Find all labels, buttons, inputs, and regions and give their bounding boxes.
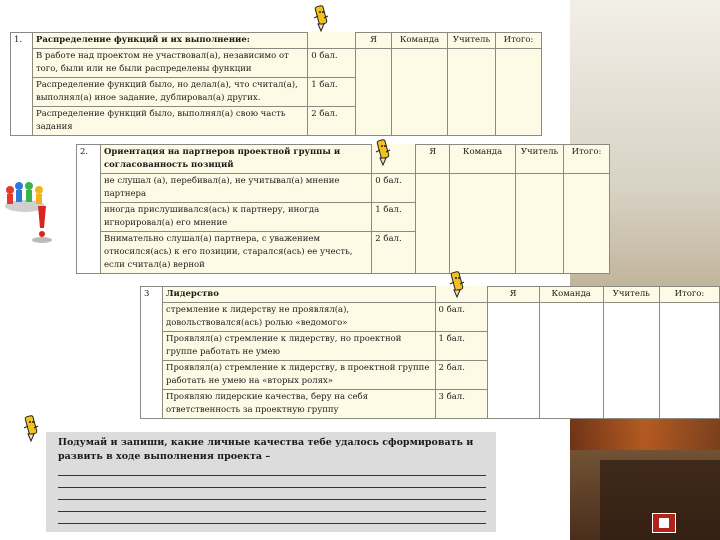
table-row: Распределение функций было, выполнял(а) свою часть задания 2 бал. [11, 107, 542, 136]
row-number: 1. [11, 33, 33, 136]
table-row: Внимательно слушал(а) партнера, с уважением относился(ась) к его позиции, старался(ась) ее учесть, если считал(а) верной 2 бал. [77, 232, 610, 274]
col-team: Команда [450, 145, 516, 174]
exclamation-icon [30, 204, 54, 244]
criterion-title: Лидерство [163, 287, 435, 303]
col-total: Итого: [564, 145, 610, 174]
stop-button[interactable] [652, 513, 676, 533]
col-team: Команда [539, 287, 603, 303]
row-number: 2. [77, 145, 101, 274]
col-teacher: Учитель [603, 287, 659, 303]
table-2 [76, 144, 610, 274]
table-row: Проявлял(а) стремление к лидерству, в проектной группе работать не умею на «вторых ролях» 2 бал. [141, 361, 720, 390]
pencil-character-icon [372, 138, 394, 166]
pencil-character-icon [446, 270, 468, 298]
col-teacher: Учитель [448, 33, 496, 49]
pencil-character-icon [310, 4, 332, 32]
answer-line[interactable] [58, 500, 486, 512]
table-row: Проявляю лидерские качества, беру на себя ответственность за проектную группу 3 бал. [141, 390, 720, 419]
criterion-title: Ориентация на партнеров проектной группы и согласованность позиций [100, 145, 371, 174]
criterion-title: Распределение функций и их выполнение: [32, 33, 307, 49]
reflection-question: Подумай и запиши, какие личные качества тебе удалось сформировать и развить в ходе выполнения проекта – [58, 437, 474, 462]
pencil-character-icon [20, 414, 42, 442]
answer-line[interactable] [58, 464, 486, 476]
table-row: В работе над проектом не участвовал(а), независимо от того, были или не были распределены функции 0 бал. [11, 49, 542, 78]
table-row: стремление к лидерству не проявлял(а), довольствовался(ась) ролью «ведомого» 0 бал. [141, 303, 720, 332]
reflection-box [46, 432, 496, 532]
answer-line[interactable] [58, 488, 486, 500]
table-row: не слушал (а), перебивал(а), не учитывал(а) мнение партнера 0 бал. [77, 174, 610, 203]
answer-line[interactable] [58, 512, 486, 524]
col-me: Я [356, 33, 392, 49]
table-row: Проявлял(а) стремление к лидерству, но проектной группе работать не умею 1 бал. [141, 332, 720, 361]
row-number: 3 [141, 287, 163, 419]
stop-button-icon [659, 518, 669, 528]
answer-line[interactable] [58, 476, 486, 488]
table-3 [140, 286, 720, 419]
col-total: Итого: [659, 287, 719, 303]
table-row: Распределение функций было, но делал(а), что считал(а), выполнял(а) иное задание, дублировал(а) других. 1 бал. [11, 78, 542, 107]
col-me: Я [416, 145, 450, 174]
table-1 [10, 32, 542, 136]
col-total: Итого: [495, 33, 541, 49]
col-me: Я [487, 287, 539, 303]
col-team: Команда [392, 33, 448, 49]
col-teacher: Учитель [516, 145, 564, 174]
table-row: иногда прислушивался(ась) к партнеру, иногда игнорировал(а) его мнение 1 бал. [77, 203, 610, 232]
